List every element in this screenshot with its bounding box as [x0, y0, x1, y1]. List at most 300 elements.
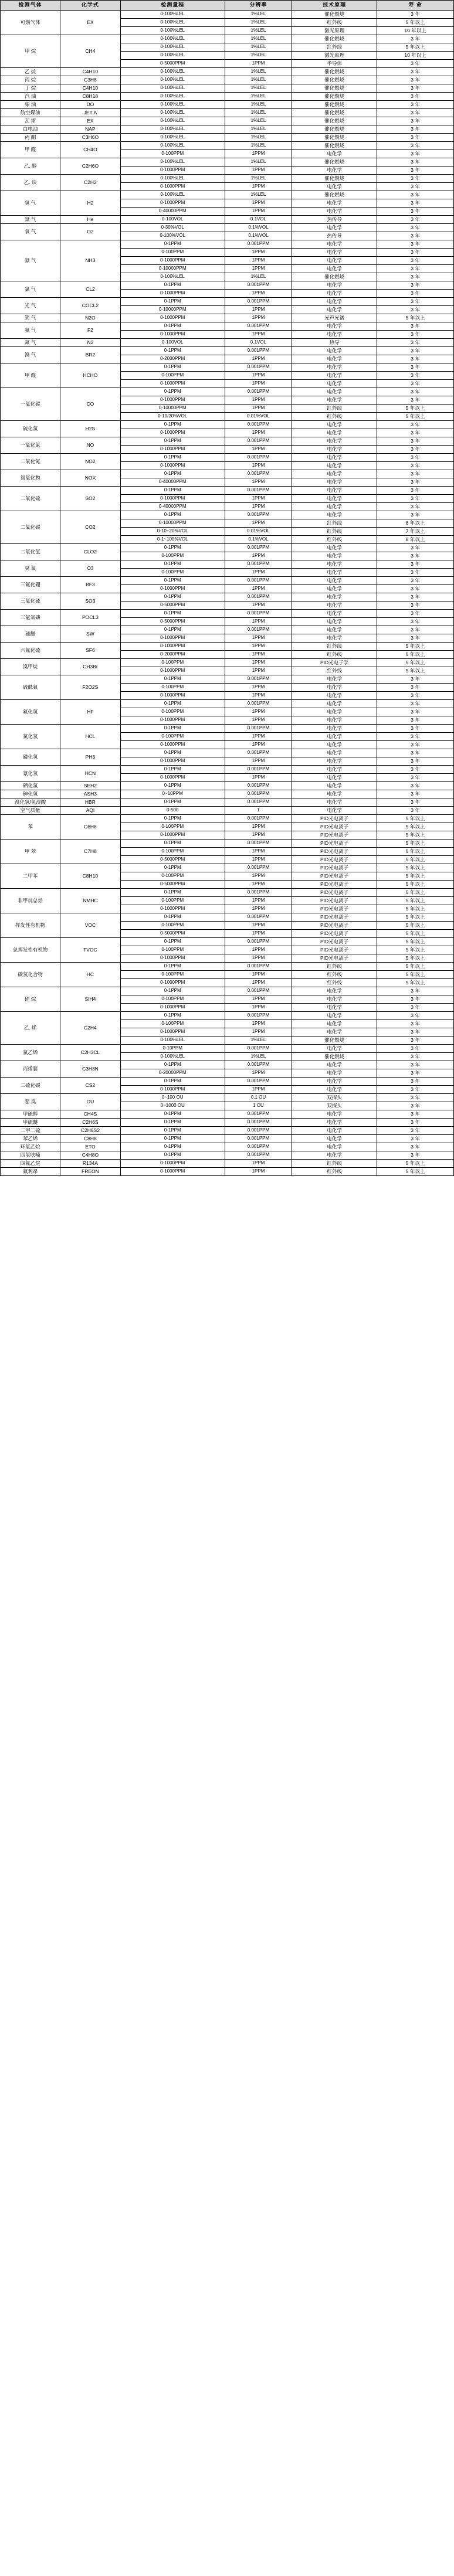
gas-name-cell: 二氧化碳: [1, 511, 60, 544]
life-cell: 3 年: [377, 708, 454, 716]
resolution-cell: 0.001PPM: [225, 610, 292, 618]
formula-cell: BF3: [60, 577, 120, 593]
resolution-cell: 1PPM: [225, 552, 292, 560]
resolution-cell: 1PPM: [225, 1028, 292, 1036]
life-cell: 3 年: [377, 232, 454, 240]
gas-name-cell: 硒化氢: [1, 782, 60, 790]
technology-cell: PID光电离子: [292, 930, 377, 938]
gas-name-cell: 汽 油: [1, 93, 60, 101]
technology-cell: PID光电离子: [292, 872, 377, 881]
formula-cell: C8H10: [60, 864, 120, 889]
technology-cell: 电化学: [292, 1020, 377, 1028]
formula-cell: H2: [60, 191, 120, 216]
header-range: 检测量程: [120, 1, 225, 11]
resolution-cell: 0.1VOL: [225, 216, 292, 224]
life-cell: 3 年: [377, 331, 454, 339]
technology-cell: 电化学: [292, 577, 377, 585]
gas-name-cell: 氟化氢: [1, 700, 60, 725]
resolution-cell: 0.001PPM: [225, 363, 292, 372]
table-row: [1, 790, 454, 798]
resolution-cell: 1PPM: [225, 585, 292, 593]
range-cell: 0-1000PPM: [120, 905, 225, 913]
table-row: [1, 610, 454, 618]
life-cell: 3 年: [377, 807, 454, 815]
technology-cell: 电化学: [292, 1069, 377, 1078]
table-row: [1, 35, 454, 43]
technology-cell: 电化学: [292, 454, 377, 462]
life-cell: 3 年: [377, 84, 454, 93]
resolution-cell: 1PPM: [225, 396, 292, 405]
gas-name-cell: 硫醚: [1, 626, 60, 643]
resolution-cell: 1PPM: [225, 708, 292, 716]
life-cell: 5 年以上: [377, 413, 454, 421]
life-cell: 5 年以上: [377, 922, 454, 930]
life-cell: 5 年以上: [377, 1160, 454, 1168]
life-cell: 3 年: [377, 421, 454, 429]
resolution-cell: 1PPM: [225, 946, 292, 954]
technology-cell: 电化学: [292, 363, 377, 372]
technology-cell: 催化燃烧: [292, 273, 377, 281]
life-cell: 3 年: [377, 987, 454, 995]
life-cell: 3 年: [377, 1151, 454, 1160]
table-row: [1, 1143, 454, 1151]
resolution-cell: 0.001PPM: [225, 322, 292, 331]
resolution-cell: 1PPM: [225, 823, 292, 831]
technology-cell: 电化学: [292, 1061, 377, 1069]
range-cell: 0-1PPM: [120, 1127, 225, 1135]
formula-cell: ASH3: [60, 790, 120, 798]
technology-cell: PID光电离子: [292, 823, 377, 831]
life-cell: 3 年: [377, 782, 454, 790]
life-cell: 3 年: [377, 1127, 454, 1135]
technology-cell: 电化学: [292, 503, 377, 511]
life-cell: 3 年: [377, 216, 454, 224]
resolution-cell: 0.001PPM: [225, 1012, 292, 1020]
range-cell: 0-10000PPM: [120, 519, 225, 528]
technology-cell: 电化学: [292, 610, 377, 618]
range-cell: 0-1000PPM: [120, 183, 225, 191]
formula-cell: CH3Br: [60, 659, 120, 675]
table-row: [1, 725, 454, 733]
resolution-cell: 0.001PPM: [225, 700, 292, 708]
range-cell: 0-1000PPM: [120, 166, 225, 175]
life-cell: 3 年: [377, 749, 454, 757]
table-row: [1, 511, 454, 519]
technology-cell: 电化学: [292, 1151, 377, 1160]
formula-cell: DO: [60, 101, 120, 109]
gas-detection-spec-sheet: [0, 0, 454, 1176]
life-cell: 3 年: [377, 224, 454, 232]
life-cell: 3 年: [377, 741, 454, 749]
life-cell: 3 年: [377, 183, 454, 191]
range-cell: 0-5000PPM: [120, 881, 225, 889]
technology-cell: 电化学: [292, 446, 377, 454]
table-row: [1, 339, 454, 347]
range-cell: 0-100PPM: [120, 995, 225, 1004]
header-formula: 化学式: [60, 1, 120, 11]
formula-cell: FREON: [60, 1168, 120, 1176]
range-cell: 0-100PPM: [120, 552, 225, 560]
gas-name-cell: 甲 苯: [1, 840, 60, 864]
gas-name-cell: 总挥发性有机物: [1, 938, 60, 963]
range-cell: 0-1PPM: [120, 1012, 225, 1020]
technology-cell: 电化学: [292, 1119, 377, 1127]
life-cell: 3 年: [377, 790, 454, 798]
resolution-cell: 0.1%VOL: [225, 536, 292, 544]
technology-cell: 电化学: [292, 150, 377, 158]
range-cell: 0-1PPM: [120, 1151, 225, 1160]
life-cell: 3 年: [377, 487, 454, 495]
technology-cell: 电化学: [292, 774, 377, 782]
table-row: [1, 11, 454, 19]
gas-name-cell: 甲硫醇: [1, 1110, 60, 1119]
life-cell: 5 年以上: [377, 823, 454, 831]
life-cell: 3 年: [377, 601, 454, 610]
range-cell: 0-100%LEL: [120, 52, 225, 60]
resolution-cell: 1%LEL: [225, 52, 292, 60]
range-cell: 0-1000PPM: [120, 634, 225, 643]
formula-cell: EX: [60, 11, 120, 35]
resolution-cell: 0.001PPM: [225, 454, 292, 462]
resolution-cell: 1PPM: [225, 733, 292, 741]
technology-cell: 电化学: [292, 684, 377, 692]
gas-name-cell: 苯乙烯: [1, 1135, 60, 1143]
range-cell: 0-10000PPM: [120, 306, 225, 314]
resolution-cell: 0.001PPM: [225, 938, 292, 946]
technology-cell: 热传导: [292, 216, 377, 224]
resolution-cell: 0.001PPM: [225, 470, 292, 478]
resolution-cell: 0.001PPM: [225, 388, 292, 396]
range-cell: 0-100%LEL: [120, 43, 225, 52]
range-cell: 0-1000PPM: [120, 380, 225, 388]
formula-cell: C2H6O: [60, 158, 120, 175]
technology-cell: 双探头: [292, 1102, 377, 1110]
range-cell: 0-1PPM: [120, 560, 225, 569]
life-cell: 3 年: [377, 158, 454, 166]
range-cell: 0-100%LEL: [120, 76, 225, 84]
table-row: [1, 191, 454, 199]
table-row: [1, 93, 454, 101]
life-cell: 3 年: [377, 454, 454, 462]
life-cell: 3 年: [377, 437, 454, 446]
range-cell: 0-100%LEL: [120, 84, 225, 93]
technology-cell: 催化燃烧: [292, 1053, 377, 1061]
range-cell: 0-1PPM: [120, 610, 225, 618]
formula-cell: C6H6: [60, 815, 120, 840]
resolution-cell: 1PPM: [225, 897, 292, 905]
table-row: [1, 626, 454, 634]
range-cell: 0-1000PPM: [120, 979, 225, 987]
range-cell: 0-1000PPM: [120, 757, 225, 766]
formula-cell: COCL2: [60, 298, 120, 314]
formula-cell: C3H3N: [60, 1061, 120, 1078]
technology-cell: 电化学: [292, 995, 377, 1004]
gas-name-cell: 硫化氢: [1, 421, 60, 437]
table-row: [1, 749, 454, 757]
range-cell: 0-2000PPM: [120, 355, 225, 363]
life-cell: 5 年以上: [377, 659, 454, 667]
range-cell: 0-1PPM: [120, 593, 225, 601]
life-cell: 5 年以上: [377, 946, 454, 954]
range-cell: 0-40000PPM: [120, 208, 225, 216]
resolution-cell: 1PPM: [225, 684, 292, 692]
life-cell: 3 年: [377, 716, 454, 725]
technology-cell: PID光电离子: [292, 897, 377, 905]
table-row: [1, 815, 454, 823]
technology-cell: 半导体: [292, 60, 377, 68]
table-row: [1, 643, 454, 651]
life-cell: 3 年: [377, 339, 454, 347]
life-cell: 3 年: [377, 388, 454, 396]
life-cell: 3 年: [377, 117, 454, 125]
technology-cell: 电化学: [292, 1110, 377, 1119]
range-cell: 0-100PPM: [120, 872, 225, 881]
range-cell: 0-1PPM: [120, 987, 225, 995]
range-cell: 0-10000PPM: [120, 265, 225, 273]
technology-cell: 电化学: [292, 240, 377, 249]
life-cell: 3 年: [377, 298, 454, 306]
table-row: [1, 322, 454, 331]
range-cell: 0-100%LEL: [120, 1053, 225, 1061]
resolution-cell: 0.001PPM: [225, 511, 292, 519]
table-row: [1, 68, 454, 76]
technology-cell: PID光电离子: [292, 889, 377, 897]
technology-cell: 电化学: [292, 593, 377, 601]
life-cell: 5 年以上: [377, 897, 454, 905]
life-cell: 3 年: [377, 1028, 454, 1036]
gas-name-cell: 氯乙烯: [1, 1045, 60, 1061]
life-cell: 5 年以上: [377, 979, 454, 987]
resolution-cell: 0.001PPM: [225, 1151, 292, 1160]
gas-name-cell: 二硫化碳: [1, 1078, 60, 1094]
resolution-cell: 0.001PPM: [225, 626, 292, 634]
life-cell: 5 年以上: [377, 1168, 454, 1176]
table-row: [1, 240, 454, 249]
technology-cell: 催化燃烧: [292, 1036, 377, 1045]
technology-cell: 电化学: [292, 224, 377, 232]
life-cell: 3 年: [377, 462, 454, 470]
table-row: [1, 117, 454, 125]
resolution-cell: 1%LEL: [225, 84, 292, 93]
life-cell: 3 年: [377, 125, 454, 134]
life-cell: 3 年: [377, 1135, 454, 1143]
life-cell: 3 年: [377, 273, 454, 281]
technology-cell: 电化学: [292, 725, 377, 733]
formula-cell: EX: [60, 117, 120, 125]
technology-cell: 催化燃烧: [292, 158, 377, 166]
life-cell: 3 年: [377, 478, 454, 487]
table-body: [1, 11, 454, 1176]
range-cell: 0-1PPM: [120, 1135, 225, 1143]
technology-cell: 电化学: [292, 487, 377, 495]
range-cell: 0-100PPM: [120, 946, 225, 954]
life-cell: 5 年以上: [377, 651, 454, 659]
table-row: [1, 987, 454, 995]
technology-cell: 催化燃烧: [292, 76, 377, 84]
table-row: [1, 134, 454, 142]
range-cell: 0-1PPM: [120, 421, 225, 429]
technology-cell: 电化学: [292, 757, 377, 766]
range-cell: 0-100%LEL: [120, 175, 225, 183]
life-cell: 5 年以上: [377, 405, 454, 413]
resolution-cell: 0.001PPM: [225, 281, 292, 290]
life-cell: 3 年: [377, 35, 454, 43]
gas-name-cell: 溴化氢/氢溴酸: [1, 798, 60, 807]
resolution-cell: 1PPM: [225, 372, 292, 380]
formula-cell: NO2: [60, 454, 120, 470]
life-cell: 5 年以上: [377, 43, 454, 52]
technology-cell: PID光电子学: [292, 659, 377, 667]
range-cell: 0-100PPM: [120, 708, 225, 716]
formula-cell: C2H6S: [60, 1119, 120, 1127]
life-cell: 3 年: [377, 1012, 454, 1020]
life-cell: 3 年: [377, 1078, 454, 1086]
technology-cell: 催化燃烧: [292, 101, 377, 109]
range-cell: 0-1PPM: [120, 363, 225, 372]
formula-cell: SW: [60, 626, 120, 643]
table-row: [1, 659, 454, 667]
technology-cell: 电化学: [292, 495, 377, 503]
resolution-cell: 1PPM: [225, 634, 292, 643]
life-cell: 3 年: [377, 733, 454, 741]
range-cell: 0-30%VOL: [120, 224, 225, 232]
gas-name-cell: 碳氢化合物: [1, 963, 60, 987]
gas-name-cell: 二甲苯: [1, 864, 60, 889]
technology-cell: 电化学: [292, 708, 377, 716]
gas-name-cell: 臭 氧: [1, 560, 60, 577]
gas-name-cell: 甲 醛: [1, 142, 60, 158]
technology-cell: 电化学: [292, 166, 377, 175]
range-cell: 0-100%LEL: [120, 19, 225, 27]
resolution-cell: 0.001PPM: [225, 1061, 292, 1069]
gas-name-cell: 氮氧化物: [1, 470, 60, 487]
life-cell: 3 年: [377, 429, 454, 437]
table-row: [1, 1168, 454, 1176]
formula-cell: C3H8: [60, 76, 120, 84]
technology-cell: 红外线: [292, 19, 377, 27]
resolution-cell: 0.001PPM: [225, 889, 292, 897]
life-cell: 3 年: [377, 995, 454, 1004]
life-cell: 3 年: [377, 257, 454, 265]
resolution-cell: 0.1VOL: [225, 339, 292, 347]
table-row: [1, 560, 454, 569]
range-cell: 0-5000PPM: [120, 618, 225, 626]
formula-cell: SF6: [60, 643, 120, 659]
technology-cell: 电化学: [292, 1004, 377, 1012]
resolution-cell: 1PPM: [225, 618, 292, 626]
life-cell: 5 年以上: [377, 815, 454, 823]
technology-cell: 催化燃烧: [292, 134, 377, 142]
technology-cell: 催化燃烧: [292, 142, 377, 150]
gas-name-cell: 硅 烷: [1, 987, 60, 1012]
technology-cell: 电化学: [292, 634, 377, 643]
technology-cell: 电化学: [292, 601, 377, 610]
life-cell: 3 年: [377, 470, 454, 478]
life-cell: 5 年以上: [377, 314, 454, 322]
life-cell: 3 年: [377, 446, 454, 454]
resolution-cell: 0.001PPM: [225, 1110, 292, 1119]
resolution-cell: 1PPM: [225, 930, 292, 938]
resolution-cell: 1PPM: [225, 774, 292, 782]
resolution-cell: 0.001PPM: [225, 790, 292, 798]
resolution-cell: 0.001PPM: [225, 815, 292, 823]
life-cell: 3 年: [377, 93, 454, 101]
gas-name-cell: 丙烯腈: [1, 1061, 60, 1078]
life-cell: 5 年以上: [377, 856, 454, 864]
technology-cell: 电化学: [292, 585, 377, 593]
resolution-cell: 1PPM: [225, 503, 292, 511]
formula-cell: C4H8O: [60, 1151, 120, 1160]
technology-cell: 电化学: [292, 331, 377, 339]
formula-cell: BR2: [60, 347, 120, 363]
formula-cell: HC: [60, 963, 120, 987]
life-cell: 3 年: [377, 68, 454, 76]
resolution-cell: 1PPM: [225, 60, 292, 68]
formula-cell: N2: [60, 339, 120, 347]
technology-cell: 催化燃烧: [292, 11, 377, 19]
range-cell: 0-1000PPM: [120, 446, 225, 454]
formula-cell: C2H6S2: [60, 1127, 120, 1135]
range-cell: 0-2000PPM: [120, 651, 225, 659]
range-cell: 0-1000PPM: [120, 1086, 225, 1094]
formula-cell: HCHO: [60, 363, 120, 388]
range-cell: 0-100PPM: [120, 922, 225, 930]
range-cell: 0-40000PPM: [120, 478, 225, 487]
range-cell: 0-1PPM: [120, 1143, 225, 1151]
gas-name-cell: 白电油: [1, 125, 60, 134]
formula-cell: TVOC: [60, 938, 120, 963]
range-cell: 0-1PPM: [120, 840, 225, 848]
gas-name-cell: 氧 气: [1, 224, 60, 240]
resolution-cell: 1PPM: [225, 954, 292, 963]
resolution-cell: 0.001PPM: [225, 1135, 292, 1143]
technology-cell: PID光电离子: [292, 856, 377, 864]
table-row: [1, 216, 454, 224]
gas-name-cell: 乙. 醇: [1, 158, 60, 175]
range-cell: 0-1PPM: [120, 963, 225, 971]
table-row: [1, 388, 454, 396]
table-row: [1, 421, 454, 429]
technology-cell: PID光电离子: [292, 864, 377, 872]
range-cell: 0-1PPM: [120, 864, 225, 872]
range-cell: 0-1000PPM: [120, 716, 225, 725]
life-cell: 3 年: [377, 774, 454, 782]
technology-cell: 电化学: [292, 372, 377, 380]
resolution-cell: 1PPM: [225, 1004, 292, 1012]
range-cell: 0-10/20%VOL: [120, 413, 225, 421]
formula-cell: HCL: [60, 725, 120, 749]
technology-cell: 电化学: [292, 298, 377, 306]
life-cell: 3 年: [377, 593, 454, 601]
technology-cell: 电化学: [292, 257, 377, 265]
table-header-row: [1, 1, 454, 11]
life-cell: 3 年: [377, 249, 454, 257]
formula-cell: CL2: [60, 281, 120, 298]
table-row: [1, 175, 454, 183]
range-cell: 0-1PPM: [120, 889, 225, 897]
formula-cell: H2S: [60, 421, 120, 437]
gas-name-cell: 三氯氧磷: [1, 610, 60, 626]
formula-cell: C2H2: [60, 175, 120, 191]
life-cell: 3 年: [377, 101, 454, 109]
life-cell: 3 年: [377, 372, 454, 380]
formula-cell: O2: [60, 224, 120, 240]
technology-cell: 电化学: [292, 790, 377, 798]
formula-cell: HBR: [60, 798, 120, 807]
formula-cell: AQI: [60, 807, 120, 815]
gas-name-cell: 溴甲烷: [1, 659, 60, 675]
technology-cell: 电化学: [292, 199, 377, 208]
